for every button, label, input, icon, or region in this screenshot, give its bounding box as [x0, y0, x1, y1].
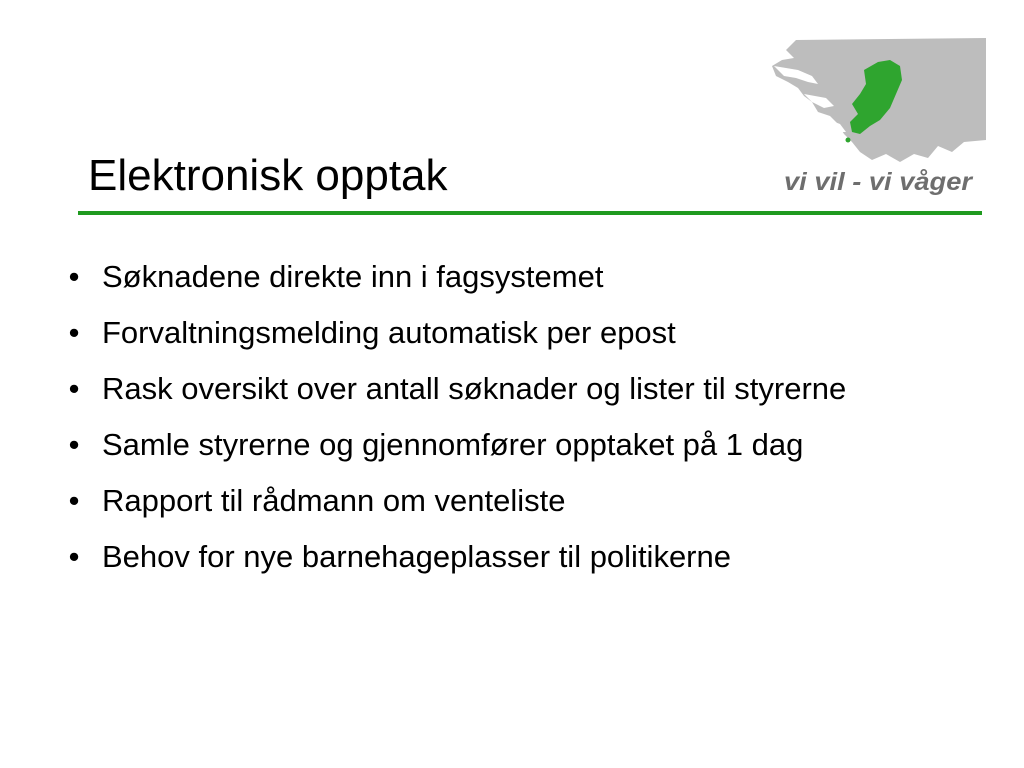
slide-title: Elektronisk opptak: [88, 151, 448, 200]
bullet-item: [60, 366, 960, 412]
bullet-text: Rask oversikt over antall søknader og lister til styrerne: [102, 371, 847, 406]
municipality-logo: [768, 36, 986, 206]
bullet-icon: •: [68, 427, 80, 462]
bullet-text: Rapport til rådmann om venteliste: [102, 483, 566, 518]
title-underline: [78, 211, 982, 215]
bullet-item: [60, 422, 960, 468]
bullet-icon: •: [68, 315, 80, 350]
bullet-list: [60, 254, 960, 590]
bullet-item: [60, 534, 960, 580]
bullet-text: Behov for nye barnehageplasser til politikerne: [102, 539, 731, 574]
bullet-icon: •: [68, 371, 80, 406]
bullet-item: [60, 310, 960, 356]
bullet-icon: •: [68, 259, 80, 294]
bullet-item: [60, 254, 960, 300]
bullet-icon: •: [68, 483, 80, 518]
logo-tagline: vi vil - vi våger: [784, 168, 974, 196]
bullet-text: Søknadene direkte inn i fagsystemet: [102, 259, 604, 294]
bullet-text: Forvaltningsmelding automatisk per epost: [102, 315, 676, 350]
bullet-icon: •: [68, 539, 80, 574]
bullet-item: [60, 478, 960, 524]
logo-map-island: [846, 138, 851, 143]
bullet-text: Samle styrerne og gjennomfører opptaket på 1 dag: [102, 427, 804, 462]
